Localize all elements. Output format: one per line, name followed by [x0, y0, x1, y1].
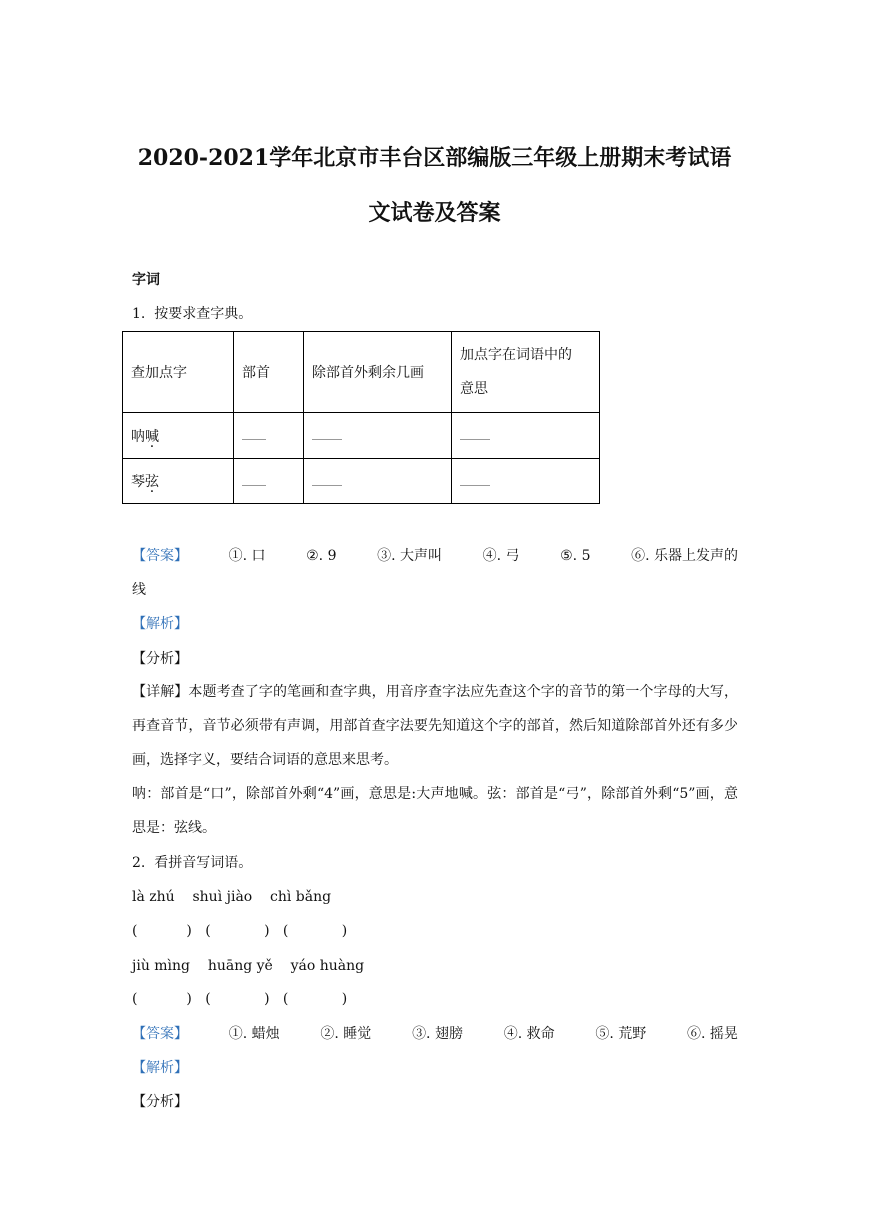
- answer-item: ⑤. 荒野: [595, 1026, 647, 1042]
- table-row: [123, 413, 600, 459]
- answer-wrap-text: 线: [132, 582, 146, 598]
- table-cell-blank: [452, 459, 600, 504]
- answer-blank: [312, 427, 342, 440]
- section-heading: 字词: [132, 272, 160, 288]
- word-char: 琴: [131, 474, 145, 490]
- fenxi-label: 【分析】: [132, 651, 188, 667]
- analysis-label: 【解析】: [132, 1060, 188, 1076]
- dotted-char: 喊: [145, 428, 159, 445]
- answer-item: ④. 救命: [503, 1026, 555, 1042]
- table-header-line: 意思: [460, 381, 488, 397]
- document-title-line2: 文试卷及答案: [368, 200, 501, 226]
- answer-item: ③. 翅膀: [412, 1026, 463, 1042]
- answer-brackets-row: ( ) ( ) ( ): [132, 923, 348, 939]
- pinyin-row: là zhú shuì jiào chì bǎng: [132, 889, 332, 905]
- answer-item: ②. 9: [306, 548, 337, 564]
- answer-label: 【答案】: [132, 1026, 188, 1042]
- dictionary-table: [122, 331, 600, 504]
- answer-item: ①. 蜡烛: [228, 1026, 280, 1042]
- detail-paragraph: 【详解】本题考查了字的笔画和查字典，用音序查字法应先查这个字的音节的第一个字母的大写，再查音节，音节必须带有声调，用部首查字法要先知道这个字的部首，然后知道除部首外还有多少画，选择字义，要结合词语的意思来思考。: [132, 684, 738, 768]
- answer-item: ⑤. 5: [560, 548, 591, 564]
- table-header-cell: 除部首外剩余几画: [304, 332, 452, 413]
- question-1-answer-row: [132, 546, 738, 566]
- answer-blank: [242, 427, 266, 440]
- table-cell-word: [123, 413, 234, 459]
- answer-item: ①. 口: [228, 548, 266, 564]
- detail-paragraph-2: 呐：部首是“口”，除部首外剩“4”画，意思是:大声地喊。弦：部首是“弓”，除部首外剩“5”画，意思是：弦线。: [132, 786, 738, 836]
- answer-brackets-row: ( ) ( ) ( ): [132, 991, 348, 1007]
- table-header-row: [123, 332, 600, 413]
- answer-blank: [460, 473, 490, 486]
- table-header-cell: 部首: [234, 332, 304, 413]
- table-cell-word: [123, 459, 234, 504]
- word-char: 呐: [131, 428, 145, 445]
- answer-item: ⑥. 摇晃: [687, 1026, 738, 1042]
- table-header-cell: 查加点字: [123, 332, 234, 413]
- table-header-line: 加点字在词语中的: [460, 347, 572, 363]
- answer-label: 【答案】: [132, 548, 188, 564]
- answer-blank: [460, 427, 490, 440]
- table-cell-blank: [234, 413, 304, 459]
- table-header-cell: [452, 332, 600, 413]
- answer-blank: [312, 473, 342, 486]
- answer-blank: [242, 473, 266, 486]
- question-2-answer-row: [132, 1024, 738, 1044]
- table-cell-blank: [304, 413, 452, 459]
- table-cell-blank: [452, 413, 600, 459]
- question-2-prompt: 2. 看拼音写词语。: [132, 855, 253, 871]
- table-cell-blank: [304, 459, 452, 504]
- answer-item: ⑥. 乐器上发声的: [631, 548, 738, 564]
- table-row: [123, 459, 600, 504]
- document-title-line1: 2020-2021学年北京市丰台区部编版三年级上册期末考试语: [137, 145, 732, 171]
- answer-item: ④. 弓: [482, 548, 520, 564]
- fenxi-label: 【分析】: [132, 1094, 188, 1110]
- pinyin-row: jiù mìng huāng yě yáo huàng: [132, 958, 365, 974]
- dotted-char: 弦: [145, 474, 159, 490]
- question-1-prompt: 1. 按要求查字典。: [132, 306, 253, 322]
- table-cell-blank: [234, 459, 304, 504]
- analysis-label: 【解析】: [132, 616, 188, 632]
- answer-item: ③. 大声叫: [377, 548, 442, 564]
- answer-item: ②. 睡觉: [320, 1026, 372, 1042]
